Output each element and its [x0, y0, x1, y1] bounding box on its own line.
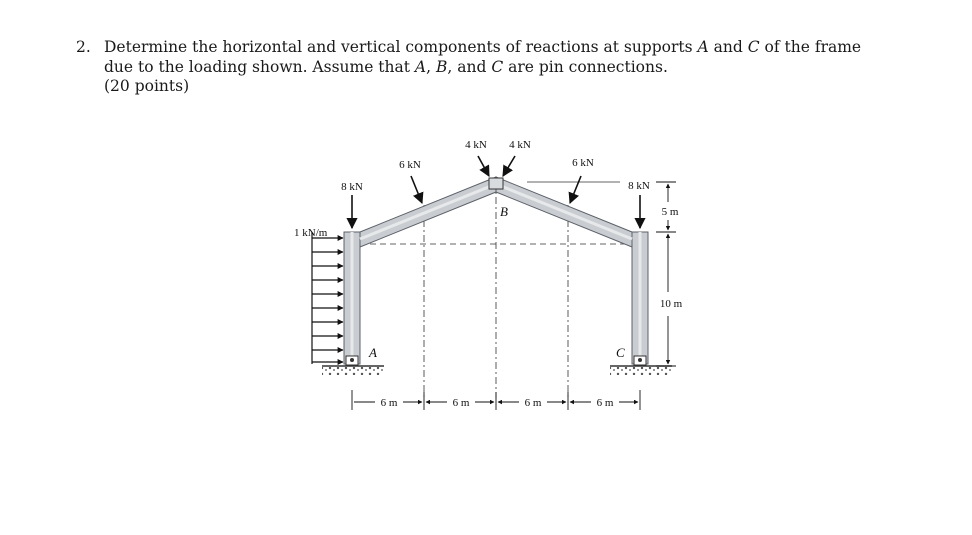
problem-points: (20 points) [104, 77, 190, 95]
load-label-ridge-left: 4 kN [465, 139, 487, 151]
left-rafter [360, 177, 496, 247]
support-c-ref: C [747, 38, 760, 56]
label-a: A [369, 345, 377, 360]
dim-label-span-3: 6 m [524, 397, 542, 409]
ground-hatch-icon [610, 367, 672, 375]
load-arrow-ridge-right [503, 156, 515, 176]
text-segment: Determine the horizontal and vertical components of reactions at supports [104, 38, 698, 56]
ground-hatch-icon [322, 367, 384, 375]
pin-c-ref: C [491, 57, 504, 76]
distributed-load-label: 1 kN/m [294, 227, 328, 239]
dim-label-span-1: 6 m [380, 397, 398, 409]
text-segment: are pin connections. [503, 57, 668, 76]
load-arrow-ridge-left [478, 156, 489, 176]
right-column [632, 232, 648, 364]
pin-b-ref: B [435, 57, 448, 76]
label-b: B [500, 204, 508, 219]
pin-a-ref: A [414, 57, 427, 76]
load-label-left-column: 8 kN [341, 181, 363, 193]
text-segment: of the frame [759, 38, 862, 56]
pin-b-icon [489, 178, 503, 189]
dim-label-column: 10 m [659, 298, 683, 310]
load-label-right-column: 8 kN [628, 180, 650, 192]
load-label-ridge-right: 4 kN [509, 139, 531, 151]
problem-number: 2. [76, 38, 91, 56]
text-segment: , and [447, 57, 492, 76]
text-segment: due to the loading shown. Assume that [104, 57, 415, 76]
dim-label-span-2: 6 m [452, 397, 470, 409]
load-arrow-right-rafter [570, 176, 581, 203]
left-column [344, 232, 360, 364]
label-c: C [616, 345, 625, 360]
load-label-right-rafter: 6 kN [572, 157, 594, 169]
right-rafter [496, 177, 632, 247]
load-arrow-left-rafter [411, 176, 422, 203]
dim-label-span-4: 6 m [596, 397, 614, 409]
text-segment: , [426, 57, 436, 76]
text-segment: and [708, 38, 748, 56]
support-a-ref: A [697, 38, 709, 56]
dim-label-rise: 5 m [661, 206, 679, 218]
load-label-left-rafter: 6 kN [399, 159, 421, 171]
distributed-load [312, 232, 343, 364]
